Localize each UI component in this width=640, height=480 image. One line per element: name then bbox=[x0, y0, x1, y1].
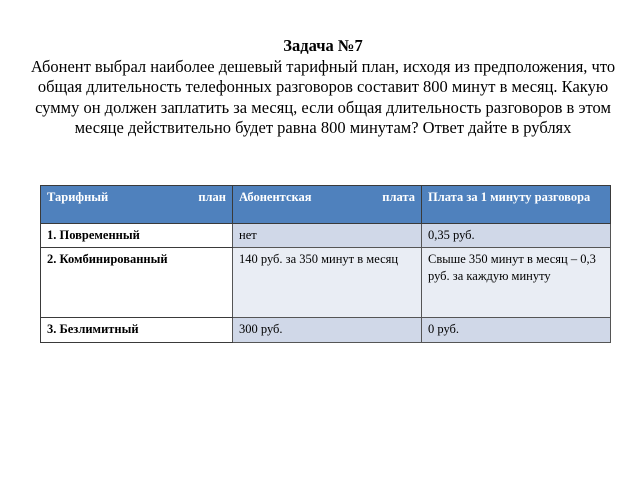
subscription-fee: нет bbox=[233, 224, 422, 248]
plan-name: 3. Безлимитный bbox=[41, 318, 233, 343]
problem-title: Задача №7 bbox=[283, 36, 363, 55]
plan-name: 2. Комбинированный bbox=[41, 248, 233, 318]
problem-text: Абонент выбрал наиболее дешевый тарифный план, исходя из предположения, что общая длительность телефонных разговоров составит 800 минут в месяц. Какую сумму он должен заплатить за месяц, если общая длительность разговоров в этом месяце действительно будет равна 800 минутам? Ответ дайте в рублях bbox=[30, 56, 616, 137]
per-minute-fee: 0,35 руб. bbox=[422, 224, 611, 248]
header-subscription: Абонентская плата bbox=[233, 186, 422, 224]
per-minute-fee: 0 руб. bbox=[422, 318, 611, 343]
table-row bbox=[41, 224, 611, 248]
subscription-fee: 300 руб. bbox=[233, 318, 422, 343]
table-row bbox=[41, 248, 611, 318]
per-minute-fee: Свыше 350 минут в месяц – 0,3 руб. за каждую минуту bbox=[422, 248, 611, 318]
plan-name: 1. Повременный bbox=[41, 224, 233, 248]
problem-statement bbox=[28, 36, 618, 139]
header-plan: Тарифный план bbox=[41, 186, 233, 224]
tariff-table bbox=[40, 185, 611, 343]
table-header-row bbox=[41, 186, 611, 224]
header-per-minute: Плата за 1 минуту разговора bbox=[422, 186, 611, 224]
table-row bbox=[41, 318, 611, 343]
subscription-fee: 140 руб. за 350 минут в месяц bbox=[233, 248, 422, 318]
